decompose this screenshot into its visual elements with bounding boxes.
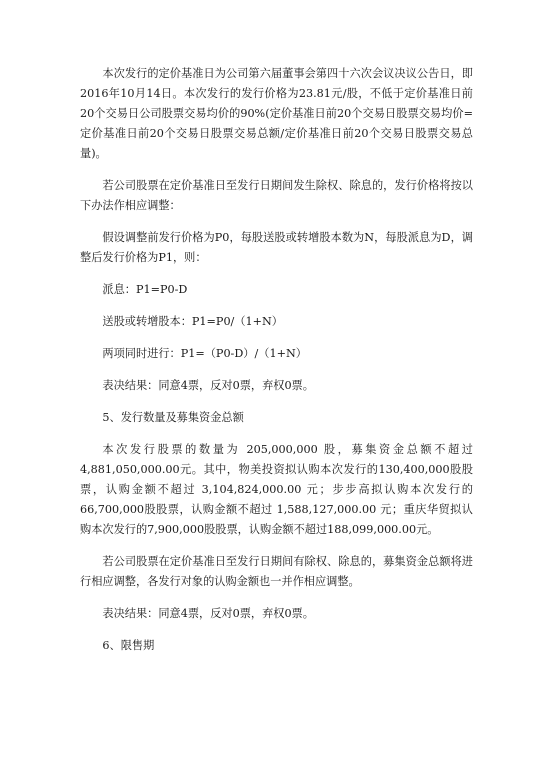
- section-heading-6: 6、限售期: [102, 639, 155, 652]
- formula-combined: 两项同时进行：P1=（P0-D）/（1+N）: [102, 347, 307, 360]
- formula-bonus-share: 送股或转增股本：P1=P0/（1+N）: [102, 315, 283, 328]
- document-page: [80, 64, 473, 668]
- fund-adjustment-paragraph: 若公司股票在定价基准日至发行日期间有除权、除息的，募集资金总额将进行相应调整，各发行对象的认购金额也一并作相应调整。: [80, 555, 473, 588]
- formula-dividend: 派息：P1=P0-D: [102, 283, 188, 296]
- vote-result-1: 表决结果：同意4票，反对0票，弃权0票。: [102, 379, 314, 392]
- assumption-paragraph: 假设调整前发行价格为P0，每股送股或转增股本数为N，每股派息为D，调整后发行价格为P1，则：: [80, 231, 473, 264]
- adjustment-intro-paragraph: 若公司股票在定价基准日至发行日期间发生除权、除息的，发行价格将按以下办法作相应调整：: [80, 179, 473, 212]
- section-heading-5: 5、发行数量及募集资金总额: [102, 411, 244, 424]
- pricing-paragraph: 本次发行的定价基准日为公司第六届董事会第四十六次会议决议公告日，即2016年10月14日。本次发行的发行价格为23.81元/股，不低于定价基准日前20个交易日公司股票交易均价的90%(定价基准日前20个交易日股票交易均价=定价基准日前20个交易日股票交易总额/定价基准日前20个交易日股票交易总量)。: [80, 67, 473, 160]
- issuance-amount-paragraph: 本次发行股票的数量为 205,000,000 股，募集资金总额不超过4,881,050,000.00元。其中，物美投资拟认购本次发行的130,400,000股股票，认购金额不超过 3,104,824,000.00 元；步步高拟认购本次发行的 66,700,000股股票，认购金额不超过 1,588,127,000.00 元；重庆华贸拟认购本次发行的7,900,000股股票，认购金额不超过188,099,000.00元。: [80, 443, 473, 536]
- vote-result-2: 表决结果：同意4票，反对0票，弃权0票。: [102, 607, 314, 620]
